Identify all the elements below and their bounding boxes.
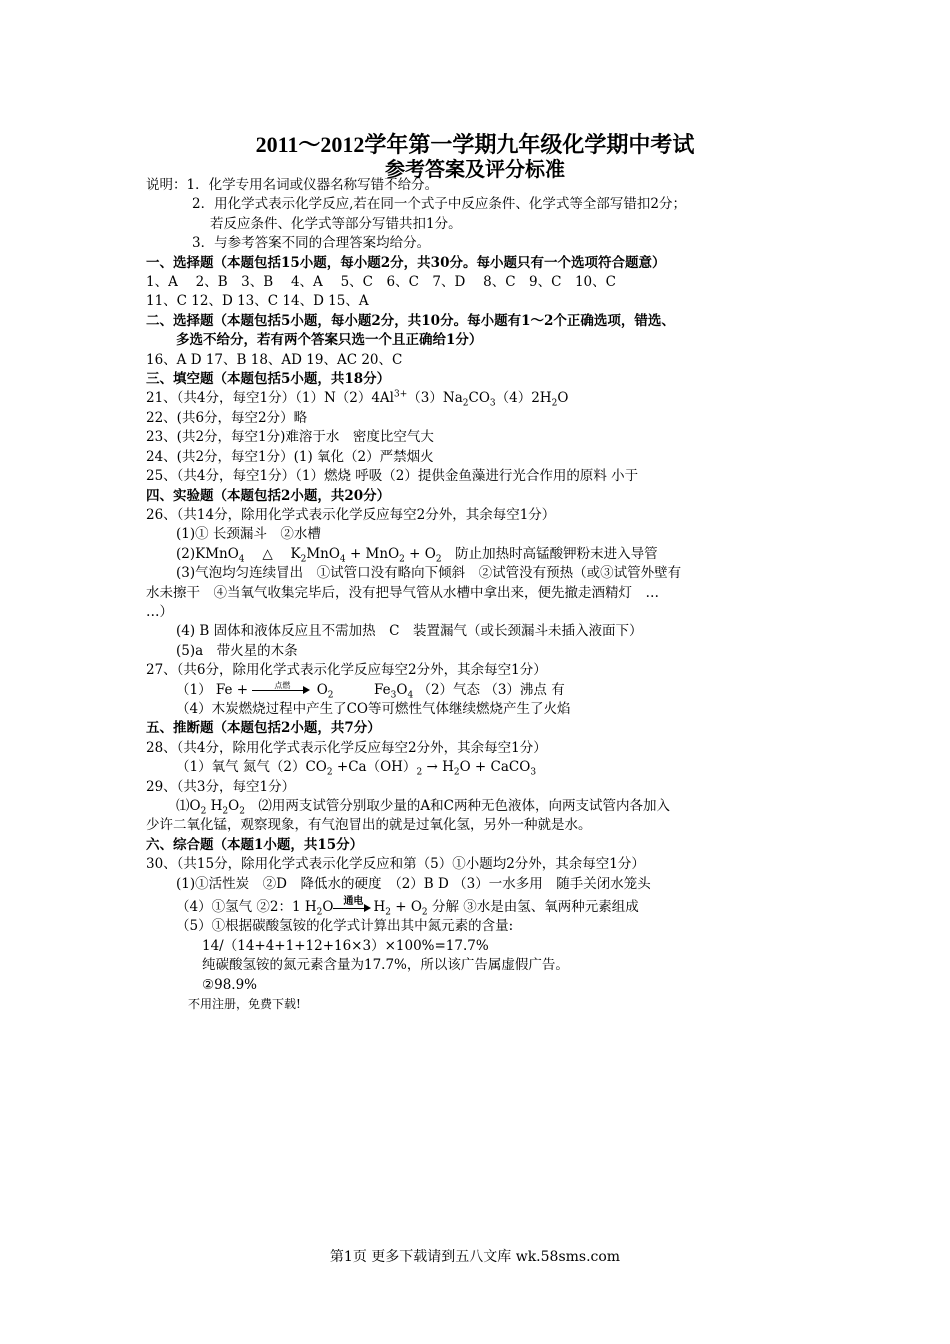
answer-q30: 30、（共15分，除用化学式表示化学反应和第（5）①小题均2分外，其余每空1分）	[146, 856, 645, 873]
answer-q27-4: （4）木炭燃烧过程中产生了CO等可燃性气体继续燃烧产生了火焰	[176, 700, 571, 717]
document-subtitle: 参考答案及评分标准	[385, 157, 565, 181]
answer-q26-3: (3)气泡均匀连续冒出 ①试管口没有略向下倾斜 ②试管没有预热（或③试管外壁有	[176, 565, 682, 582]
answer-q27: 27、（共6分，除用化学式表示化学反应每空2分外，其余每空1分）	[146, 662, 547, 679]
answer-q26: 26、（共14分，除用化学式表示化学反应每空2分外，其余每空1分）	[146, 506, 556, 523]
answer-q26-5: (5)a 带火星的木条	[176, 642, 298, 659]
answer-q30-5-conclusion: 纯碳酸氢铵的氮元素含量为17.7%，所以该广告属虚假广告。	[202, 957, 569, 974]
note-line: 2．用化学式表示化学反应,若在同一个式子中反应条件、化学式等全部写错扣2分；	[192, 196, 686, 213]
answer-q26-3: …）	[146, 603, 173, 620]
answer-q29-1: $⑴O_2$ $H_2O_2$ ⑵用两支试管分别取少量的A和C两种无色液体，向两支试管内各加入	[176, 798, 671, 817]
section-heading: 六、综合题（本题1小题，共15分）	[146, 836, 364, 853]
answer-row: 16、A D 17、B 18、AD 19、AC 20、C	[146, 351, 403, 368]
section-heading: 多选不给分，若有两个答案只选一个且正确给1分）	[176, 332, 483, 349]
answer-q30-5-calc: 14/（14+4+1+12+16×3）×100%=17.7%	[202, 937, 489, 954]
answer-q28: 28、（共4分，除用化学式表示化学反应每空2分外，其余每空1分）	[146, 739, 547, 756]
answer-q28-1: （1）氧气 氮气$(2)CO_2 +Ca(OH)_2 \to H_2O$ + CaCO$_3$	[176, 759, 537, 778]
answer-q29: 29、（共3分，每空1分）	[146, 778, 296, 795]
answer-q29-2: 少许二氧化锰，观察现象，有气泡冒出的就是过氧化氢，另外一种就是水。	[146, 817, 592, 834]
document-title: 2011～2012学年第一学期九年级化学期中考试	[255, 132, 695, 157]
answer-q26-2: (2)KMnO$_4$ △ $K_2MnO_4 + MnO_2 + O_2$ 防止加热时高锰酸钾粉末进入导管	[176, 545, 658, 565]
section-heading: 一、选择题（本题包括15小题，每小题2分，共30分。每小题只有一个选项符合题意）	[146, 254, 666, 271]
answer-row: 11、C 12、D 13、C 14、D 15、A	[146, 293, 369, 310]
note-line: 说明：1．化学专用名词或仪器名称写错不给分。	[146, 177, 439, 193]
section-heading: 三、填空题（本题包括5小题，共18分）	[146, 371, 391, 388]
answer-q30-4: （4）①氢气 ②2：1 $H_2O$ 通电 $H_2 + O_2$ 分解 ③水是由氢、氧两种元素组成	[176, 895, 639, 918]
reaction-arrow-icon: 通电	[333, 903, 373, 913]
answer-q26-3: 水未擦干 ④当氧气收集完毕后，没有把导气管从水槽中拿出来，便先撤走酒精灯 …	[146, 584, 659, 601]
answer-q30-5: （5）①根据碳酸氢铵的化学式计算出其中氮元素的含量:	[176, 918, 514, 935]
section-heading: 五、推断题（本题包括2小题，共7分）	[146, 720, 381, 737]
note-line: 若反应条件、化学式等部分写错共扣1分。	[210, 215, 462, 232]
answer-row: 1、A 2、B 3、B 4、A 5、C 6、C 7、D 8、C 9、C 10、C	[146, 274, 616, 291]
answer-q30-1: (1)①活性炭 ②D 降低水的硬度 （2）B D （3）一水多用 随手关闭水笼头	[176, 875, 651, 892]
answer-q23: 23、(共2分，每空1分)难溶于水 密度比空气大	[146, 429, 434, 446]
page-footer: 第1页 更多下载请到五八文库 wk.58sms.com	[329, 1249, 621, 1265]
answer-q22: 22、(共6分，每空2分）略	[146, 409, 308, 426]
answer-q26-1: (1)① 长颈漏斗 ②水槽	[176, 526, 321, 543]
answer-q27-1: （1） Fe + 点燃 $O_2$ $Fe_3O_4$ （2）气态 （3）沸点 有	[176, 681, 565, 701]
section-heading: 四、实验题（本题包括2小题，共20分）	[146, 487, 391, 504]
answer-q24: 24、(共2分，每空1分）(1) 氧化（2）严禁烟火	[146, 448, 434, 465]
note-line: 3．与参考答案不同的合理答案均给分。	[192, 235, 431, 252]
reaction-arrow-icon: 点燃	[252, 685, 312, 695]
answer-q21: 21、（共4分，每空1分）$(1)N(2)4Al^{3+}(3)Na_2CO_3(4)2H_2O$	[146, 389, 569, 410]
answer-body	[146, 176, 806, 1014]
answer-q30-5-2: ②98.9%	[202, 976, 257, 993]
free-download-note: 不用注册，免费下载!	[188, 997, 301, 1012]
section-heading: 二、选择题（本题包括5小题，每小题2分，共10分。每小题有1～2个正确选项，错选、	[146, 312, 675, 329]
answer-q26-4: (4) B 固体和液体反应且不需加热 C 装置漏气（或长颈漏斗未插入液面下）	[176, 623, 643, 640]
answer-q25: 25、（共4分，每空1分）（1）燃烧 呼吸（2）提供金鱼藻进行光合作用的原料 小于	[146, 468, 639, 485]
